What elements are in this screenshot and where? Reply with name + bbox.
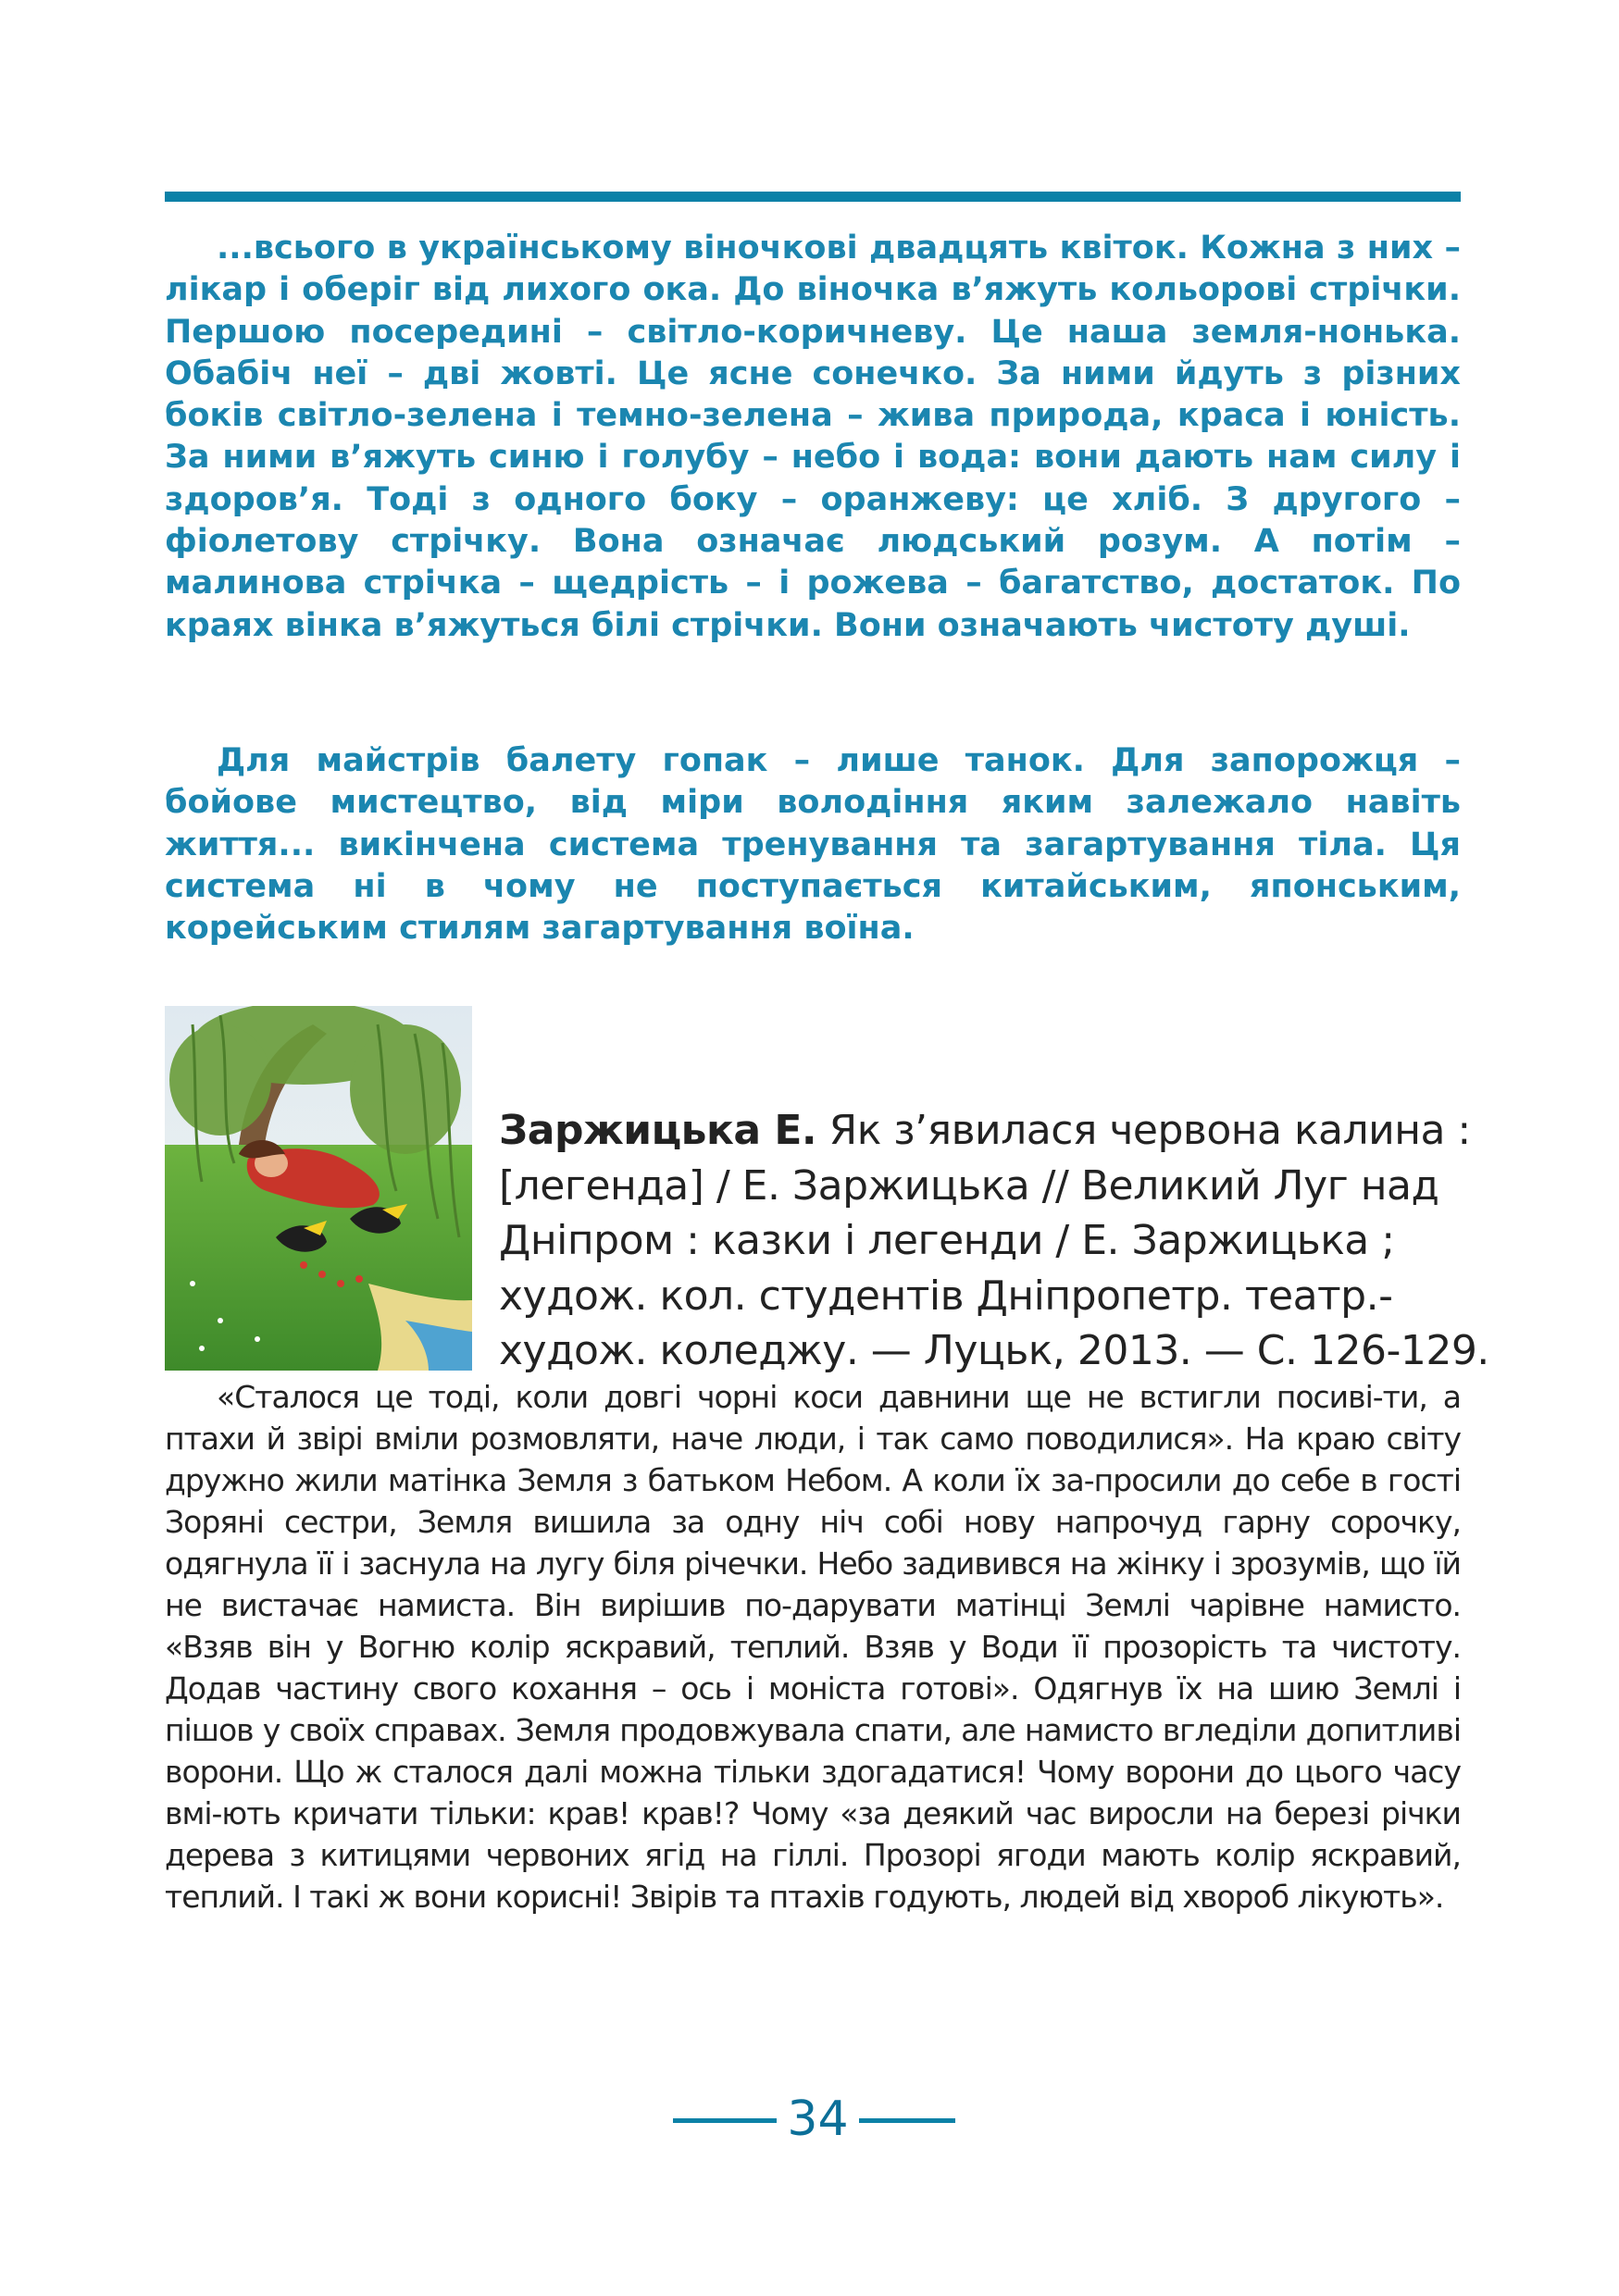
footer-line-right: [859, 2118, 955, 2123]
footer-line-left: [673, 2118, 777, 2123]
book-illustration: [165, 1006, 472, 1371]
top-divider: [165, 192, 1461, 202]
page-footer: [0, 2082, 1619, 2156]
citation-details: Як з’явилася червона калина : [легенда] / Е. Заржицька // Великий Луг над Дніпром : казки і легенди / Е. Заржицька ; худож. кол. студентів Дніпропетр. театр.-худож. коледжу. — Луцьк, 2013. — С. 126-129.: [499, 1107, 1489, 1374]
citation-author: Заржицька Е.: [499, 1107, 817, 1154]
quote-hopak: [165, 740, 1461, 949]
page-number: 34: [787, 2091, 849, 2147]
bibliographic-citation: [499, 1103, 1499, 1379]
quote-wreath: [165, 228, 1461, 647]
legend-excerpt-text: «Сталося це тоді, коли довгі чорні коси давнини ще не встигли посиві-ти, а птахи й звірі вміли розмовляти, наче люди, і так само поводилися». На краю світу дружно жили матінка Земля з батьком Небом. А коли їх за-просили до себе в гості Зоряні сестри, Земля вишила за одну ніч собі нову напрочуд гарну сорочку, одягнула її і заснула на лугу біля річечки. Небо задивився на жінку і зрозумів, що їй не вистачає намиста. Він вирішив по-дарувати матінці Землі чарівне намисто. «Взяв він у Вогню колір яскравий, теплий. Взяв у Води її прозорість та чистоту. Додав частину свого кохання – ось і моніста готові». Одягнув їх на шию Землі і пішов у своїх справах. Земля продовжувала спати, але намисто вгледіли допитливі ворони. Що ж сталося далі можна тільки здогадатися! Чому ворони до цього часу вмі-ють кричати тільки: крав! крав!? Чому «за деякий час виросли на березі річки дерева з китицями червоних ягід на гіллі. Прозорі ягоди мають колір яскравий, теплий. І такі ж вони корисні! Звірів та птахів годують, людей від хвороб лікують».: [165, 1379, 1461, 1915]
quote-wreath-text: ...всього в українському віночкові двадцять квіток. Кожна з них – лікар і оберіг від лихого ока. До віночка в’яжуть кольорові стрічки. Першою посередині – світло-коричневу. Це наша земля-нонька. Обабіч неї – дві жовті. Це ясне сонечко. За ними йдуть з різних боків світло-зелена і темно-зелена – жива природа, краса і юність. За ними в’яжуть синю і голубу – небо і вода: вони дають нам силу і здоров’я. Тоді з одного боку – оранжеву: це хліб. З другого – фіолетову стрічку. Вона означає людський розум. А потім – малинова стрічка – щедрість – і рожева – багатство, достаток. По краях вінка в’яжуться білі стрічки. Вони означають чистоту душі.: [165, 230, 1461, 644]
quote-hopak-text: Для майстрів балету гопак – лише танок. Для запорожця – бойове мистецтво, від міри володіння яким залежало навіть життя... викінчена система тренування та загартування тіла. Ця система ні в чому не поступається китайським, японським, корейським стилям загартування воїна.: [165, 742, 1461, 948]
legend-excerpt: [165, 1376, 1461, 1917]
